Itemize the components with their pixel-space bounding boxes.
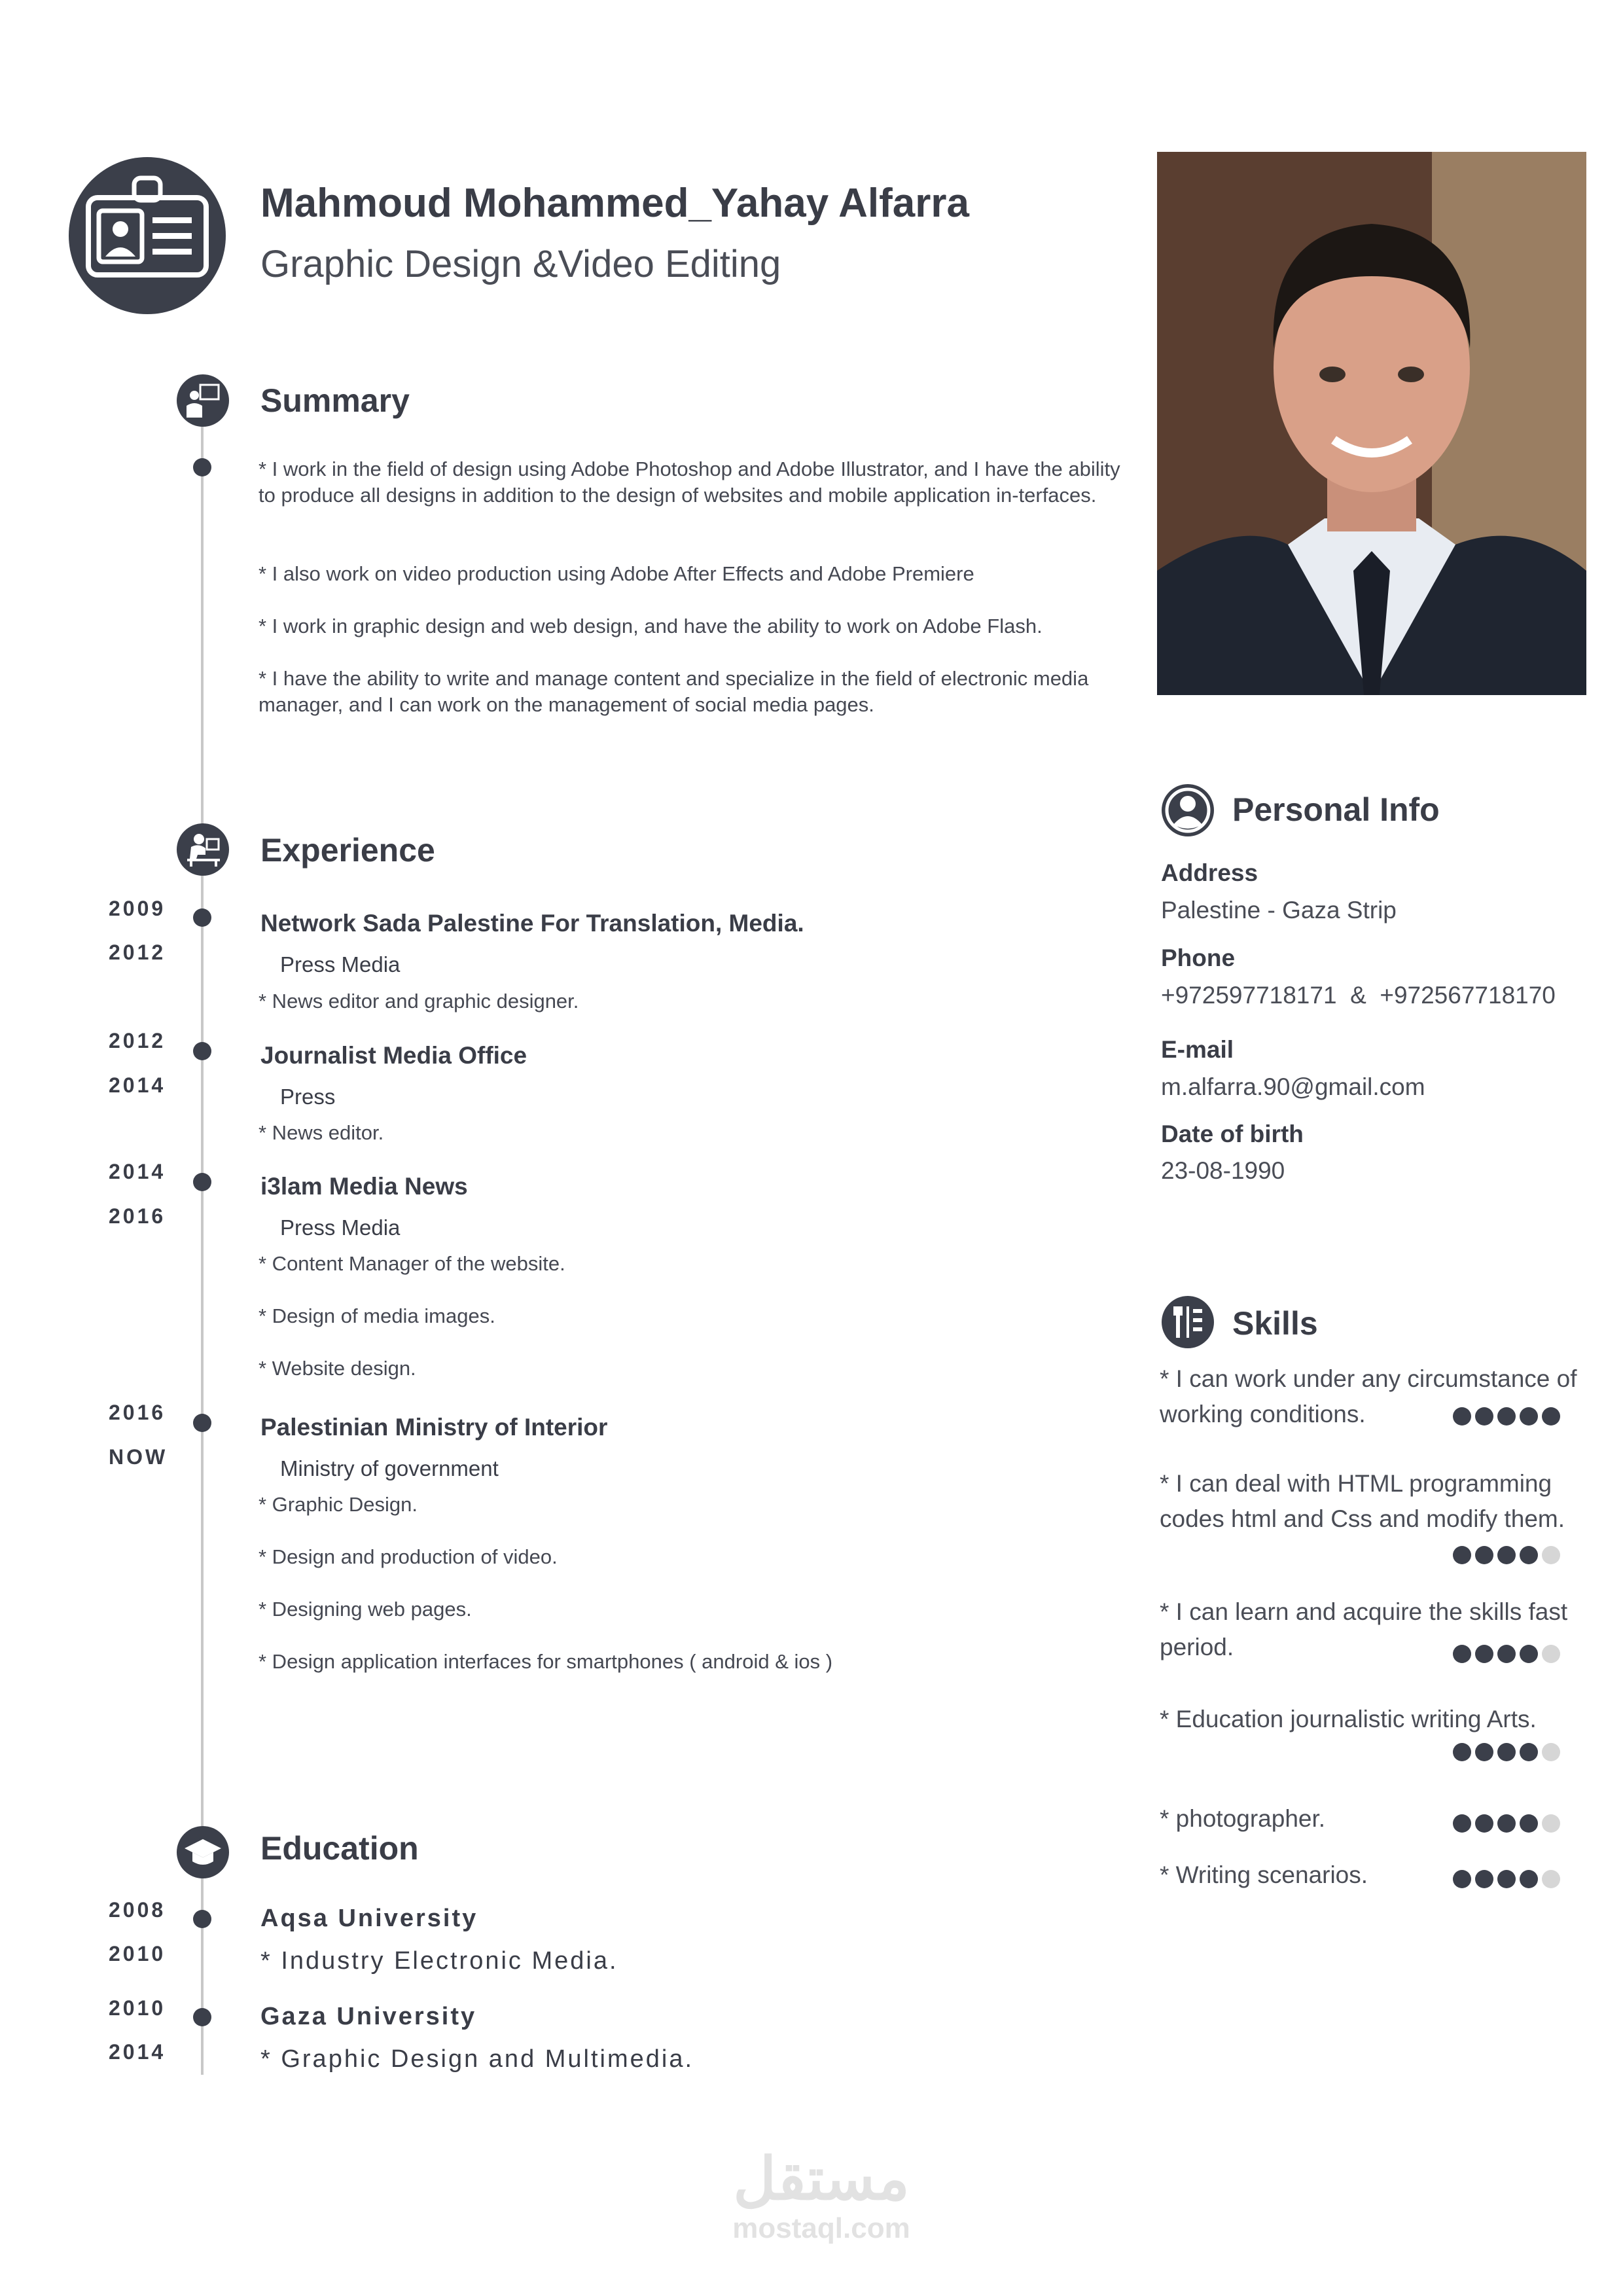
exp-bullet: * Website design. (259, 1357, 416, 1380)
skill-rating (1453, 1870, 1560, 1888)
rating-dot-filled (1520, 1743, 1538, 1761)
exp-year-from: 2012 (109, 1029, 166, 1052)
skill-rating (1453, 1546, 1560, 1564)
exp-bullet: * Graphic Design. (259, 1493, 418, 1516)
rating-dot-filled (1475, 1870, 1493, 1888)
edu-field: * Graphic Design and Multimedia. (260, 2045, 694, 2073)
desk-worker-icon (177, 823, 229, 876)
exp-year-from: 2014 (109, 1160, 166, 1183)
rating-dot-empty (1542, 1870, 1560, 1888)
watermark-latin: mostaql.com (732, 2212, 910, 2244)
edu-year-to: 2014 (109, 2040, 166, 2064)
rating-dot-filled (1475, 1645, 1493, 1663)
edu-field: * Industry Electronic Media. (260, 1947, 618, 1975)
rating-dot-empty (1542, 1645, 1560, 1663)
skill-text: * Education journalistic writing Arts. (1160, 1706, 1537, 1732)
rating-dot-filled (1520, 1814, 1538, 1833)
rating-dot-filled (1497, 1407, 1516, 1426)
skill-text: * I can work under any circumstance of working conditions. (1160, 1365, 1577, 1427)
watermark (713, 2147, 929, 2245)
rating-dot-filled (1520, 1407, 1538, 1426)
phone-value: +972597718171 & +972567718170 (1161, 982, 1556, 1009)
edu-year-from: 2010 (109, 1996, 166, 2020)
rating-dot-filled (1475, 1814, 1493, 1833)
email-label: E-mail (1161, 1036, 1234, 1063)
skill-rating (1453, 1743, 1560, 1761)
exp-bullet: * Designing web pages. (259, 1598, 472, 1621)
timeline-dot (193, 1042, 211, 1060)
timeline-dot (193, 2008, 211, 2026)
rating-dot-filled (1520, 1870, 1538, 1888)
exp-company: Palestinian Ministry of Interior (260, 1414, 608, 1441)
rating-dot-filled (1453, 1407, 1471, 1426)
timeline-line (201, 406, 204, 2075)
edu-school: Gaza University (260, 2003, 477, 2030)
rating-dot-filled (1542, 1407, 1560, 1426)
exp-year-to: 2012 (109, 941, 166, 964)
profile-photo (1157, 152, 1586, 695)
rating-dot-filled (1497, 1743, 1516, 1761)
timeline-dot (193, 1173, 211, 1191)
exp-year-to: NOW (109, 1445, 168, 1469)
phone-label: Phone (1161, 944, 1236, 971)
summary-paragraph: * I have the ability to write and manage content and specialize in the field of electronic media manager, and I can work on the management of social media pages. (259, 667, 1089, 716)
rating-dot-filled (1520, 1645, 1538, 1663)
rating-dot-filled (1497, 1814, 1516, 1833)
exp-type: Press (280, 1085, 336, 1109)
exp-bullet: * Content Manager of the website. (259, 1252, 565, 1275)
dob-value: 23-08-1990 (1161, 1157, 1285, 1184)
skill-text: * Writing scenarios. (1160, 1861, 1368, 1888)
summary-title: Summary (260, 382, 410, 419)
rating-dot-filled (1475, 1743, 1493, 1761)
exp-year-from: 2016 (109, 1401, 166, 1424)
skill-text: * I can learn and acquire the skills fast period. (1160, 1598, 1568, 1660)
rating-dot-empty (1542, 1546, 1560, 1564)
email-value: m.alfarra.90@gmail.com (1161, 1073, 1425, 1100)
exp-company: Network Sada Palestine For Translation, Media. (260, 910, 804, 937)
education-title: Education (260, 1830, 419, 1867)
exp-bullet: * Design application interfaces for smartphones ( android & ios ) (259, 1650, 833, 1673)
rating-dot-filled (1497, 1546, 1516, 1564)
skill-text: * I can deal with HTML programming codes html and Css and modify them. (1160, 1470, 1565, 1532)
exp-year-to: 2014 (109, 1073, 166, 1097)
timeline-dot (193, 1414, 211, 1432)
rating-dot-empty (1542, 1814, 1560, 1833)
timeline-dot (193, 458, 211, 476)
rating-dot-filled (1520, 1546, 1538, 1564)
watermark-arabic: مستقل (733, 2147, 910, 2212)
tools-icon (1162, 1296, 1214, 1348)
rating-dot-filled (1453, 1546, 1471, 1564)
rating-dot-filled (1453, 1645, 1471, 1663)
edu-year-from: 2008 (109, 1898, 166, 1922)
presenter-icon (177, 374, 229, 427)
candidate-role: Graphic Design &Video Editing (260, 243, 781, 285)
exp-company: Journalist Media Office (260, 1042, 527, 1069)
rating-dot-filled (1497, 1870, 1516, 1888)
graduation-cap-icon (177, 1826, 229, 1878)
id-badge-icon (69, 157, 226, 314)
edu-school: Aqsa University (260, 1905, 478, 1932)
timeline-dot (193, 1910, 211, 1928)
exp-type: Press Media (280, 1215, 401, 1240)
rating-dot-filled (1475, 1546, 1493, 1564)
summary-paragraph: * I also work on video production using Adobe After Effects and Adobe Premiere (259, 562, 974, 585)
candidate-name: Mahmoud Mohammed_Yahay Alfarra (260, 181, 969, 226)
exp-bullet: * Design of media images. (259, 1304, 495, 1327)
summary-paragraph: * I work in the field of design using Adobe Photoshop and Adobe Illustrator, and I have the ability to produce all designs in addition to the design of websites and mobile application in-terfaces. (259, 457, 1120, 507)
dob-label: Date of birth (1161, 1121, 1304, 1147)
rating-dot-filled (1497, 1645, 1516, 1663)
skill-rating (1453, 1814, 1560, 1833)
skill-rating (1453, 1407, 1560, 1426)
skill-text: * photographer. (1160, 1805, 1326, 1832)
timeline-dot (193, 908, 211, 927)
exp-bullet: * News editor. (259, 1121, 384, 1144)
address-label: Address (1161, 859, 1258, 886)
address-value: Palestine - Gaza Strip (1161, 897, 1397, 924)
exp-company: i3lam Media News (260, 1173, 468, 1200)
rating-dot-empty (1542, 1743, 1560, 1761)
exp-type: Press Media (280, 952, 401, 977)
exp-bullet: * News editor and graphic designer. (259, 990, 579, 1013)
summary-paragraph: * I work in graphic design and web design, and have the ability to work on Adobe Flash. (259, 615, 1043, 637)
exp-year-to: 2016 (109, 1204, 166, 1228)
rating-dot-filled (1453, 1870, 1471, 1888)
edu-year-to: 2010 (109, 1942, 166, 1965)
rating-dot-filled (1453, 1743, 1471, 1761)
exp-year-from: 2009 (109, 897, 166, 920)
experience-title: Experience (260, 832, 435, 869)
personal-info-title: Personal Info (1232, 791, 1440, 828)
rating-dot-filled (1475, 1407, 1493, 1426)
exp-type: Ministry of government (280, 1456, 499, 1480)
skills-title: Skills (1232, 1305, 1318, 1342)
rating-dot-filled (1453, 1814, 1471, 1833)
exp-bullet: * Design and production of video. (259, 1545, 558, 1568)
user-icon (1162, 784, 1214, 836)
skill-rating (1453, 1645, 1560, 1663)
